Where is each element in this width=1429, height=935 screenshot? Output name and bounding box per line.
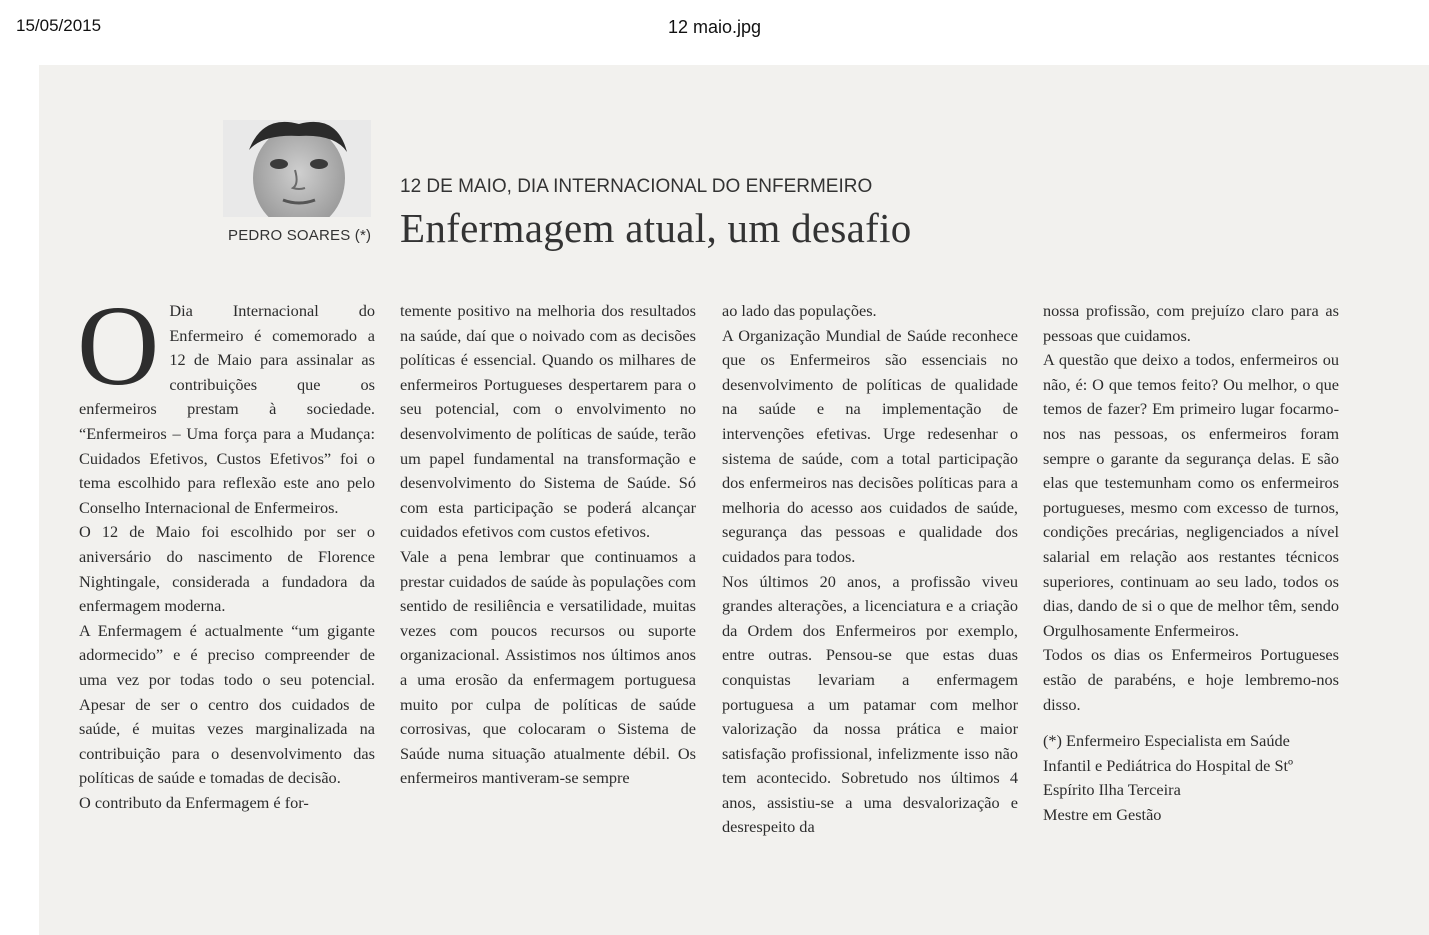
paragraph: Todos os dias os Enfermeiros Portugueses estão de parabéns, e hoje lembremo-nos disso.: [1043, 645, 1339, 714]
article-kicker: 12 DE MAIO, DIA INTERNACIONAL DO ENFERMEIRO: [400, 176, 873, 197]
print-date: 15/05/2015: [16, 16, 102, 35]
paragraph: O contributo da Enfermagem é for-: [79, 792, 309, 812]
file-name: 12 maio.jpg: [667, 17, 762, 37]
paragraph: A Organização Mundial de Saúde reconhece que os Enfermeiros são essenciais no desenvolvimento de políticas de qualidade na saúde e na implementação de intervenções efetivas. Urge redesenhar o sistema de saúde, com a total participação dos enfermeiros nas decisões políticas para a melhoria do acesso aos cuidados de saúde, segurança das pessoas e qualidade dos cuidados para todos.: [722, 325, 1018, 566]
paragraph: Dia Internacional do Enfermeiro é comemorado a 12 de Maio para assinalar as contribuições que os enfermeiros prestam à sociedade. “Enfermeiros – Uma força para a Mudança: Cuidados Efetivos, Custos Efetivos” foi o tema escolhido para reflexão este ano pelo Conselho Internacional de Enfermeiros.: [79, 301, 375, 517]
paragraph: ao lado das populações.: [722, 301, 877, 320]
paragraph: temente positivo na melhoria dos resultados na saúde, daí que o noivado com as decisões políticas é essencial. Quando os milhares de enfermeiros Portugueses despertarem para o seu potencial, com o envolvimento no desenvolvimento de políticas de saúde, terão um papel fundamental na transformação e desenvolvimento do Sistema de Saúde. Só com esta participação se poderá alcançar cuidados efetivos com custos efetivos.: [400, 301, 696, 542]
paragraph: A Enfermagem é actualmente “um gigante adormecido” e é preciso compreender de uma vez por todas todo o seu potencial. Apesar de ser o centro dos cuidados de saúde, é muitas vezes marginalizada na contribuição para o desenvolvimento das políticas de saúde e tomadas de decisão.: [79, 620, 375, 788]
article-title: Enfermagem atual, um desafio: [400, 205, 912, 251]
author-footnote: (*) Enfermeiro Especialista em Saúde Infantil e Pediátrica do Hospital de Stº Espírito Ilha Terceira: [1043, 731, 1294, 800]
drop-cap: O: [77, 282, 160, 409]
paragraph: Vale a pena lembrar que continuamos a prestar cuidados de saúde às populações com sentido de resiliência e versatilidade, muitas vezes com poucos recursos ou suporte organizacional. Assistimos nos últimos anos a uma erosão da enfermagem portuguesa muito por culpa de políticas de saúde corrosivas, que colocaram o Sistema de Saúde numa situação atualmente débil. Os enfermeiros mantiveram-se sempre: [400, 546, 696, 788]
paragraph: O 12 de Maio foi escolhido por ser o aniversário do nascimento de Florence Nightingale, considerada a fundadora da enfermagem moderna.: [79, 522, 375, 616]
paragraph: nossa profissão, com prejuízo claro para as pessoas que cuidamos.: [1043, 301, 1339, 345]
article-column-3: [722, 299, 1018, 840]
article-column-2: [400, 299, 696, 791]
paragraph: Nos últimos 20 anos, a profissão viveu grandes alterações, a licenciatura e a criação da Ordem dos Enfermeiros por exemplo, entre outras. Pensou-se que estas duas conquistas levariam a enfermagem portuguesa a um patamar com melhor valorização da nossa prática e maior satisfação profissional, infelizmente isso não tem acontecido. Sobretudo nos últimos 4 anos, assistiu-se a uma desvalorização e desrespeito da: [722, 571, 1018, 837]
article-column-4: [1043, 299, 1339, 827]
author-footnote-degree: Mestre em Gestão: [1043, 804, 1162, 824]
author-photo: [223, 120, 371, 217]
paragraph: A questão que deixo a todos, enfermeiros ou não, é: O que temos feito? Ou melhor, o que temos de fazer? Em primeiro lugar focarmo-nos nas pessoas, os enfermeiros foram sempre o garante da segurança delas. E são elas que testemunham como os enfermeiros portugueses, mesmo com excesso de turnos, condições precárias, negligenciados a nível salarial em relação aos restantes técnicos superiores, continuam ao seu lado, todos os dias, dando de si o que de melhor têm, sendo Orgulhosamente Enfermeiros.: [1043, 350, 1339, 640]
author-byline: PEDRO SOARES (*): [228, 227, 372, 244]
article-column-1: [77, 282, 375, 815]
